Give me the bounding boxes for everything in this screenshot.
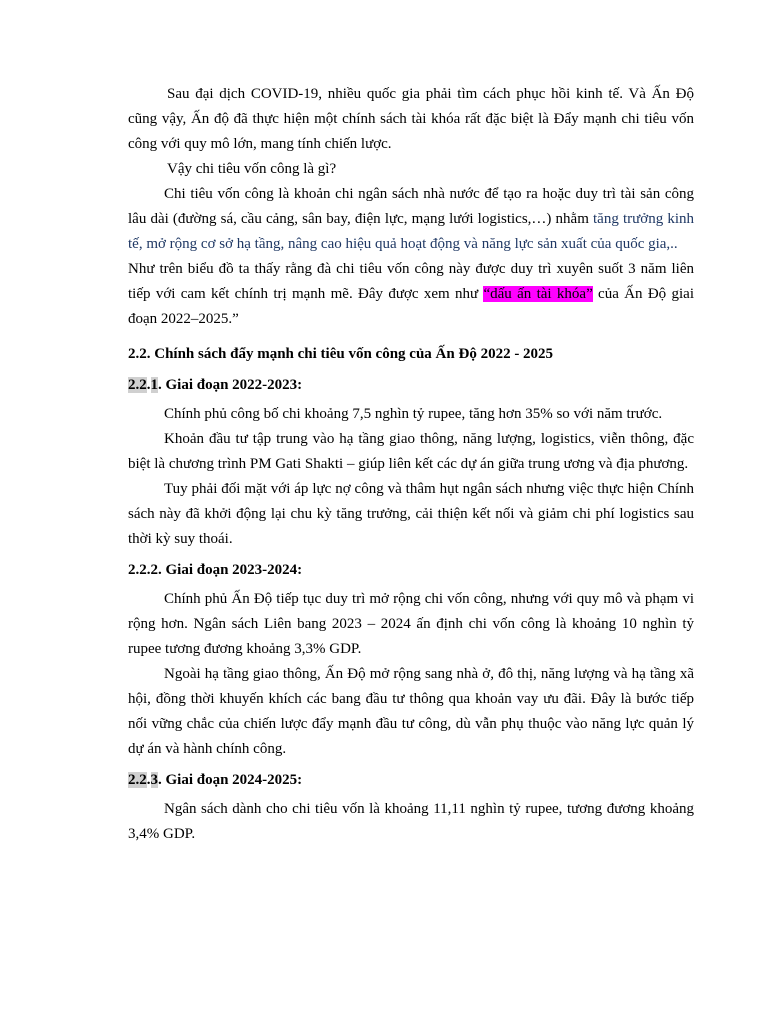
subsection-number-part: 2.2: [128, 772, 147, 788]
subsection-number-dot: .: [146, 772, 151, 788]
commentary-text-before: Như trên biểu đồ ta thấy rằng đà chi tiêu vốn công này được duy trì xuyên suốt 3 năm liên tiếp với cam kết chính trị mạnh mẽ. Đây được xem như: [128, 261, 694, 302]
commentary-text-after: của Ấn Độ giai đoạn 2022–2025.”: [128, 286, 694, 327]
chart-commentary-paragraph: [128, 257, 694, 332]
sub1-paragraph-1: Chính phủ công bố chi khoảng 7,5 nghìn tỷ rupee, tăng hơn 35% so với năm trước.: [164, 406, 663, 422]
intro-question: Vậy chi tiêu vốn công là gì?: [167, 161, 337, 177]
document-page: [128, 82, 694, 847]
definition-paragraph: [128, 182, 694, 257]
subsection-title: . Giai đoạn 2024-2025:: [158, 772, 303, 788]
sub3-paragraph-1: Ngân sách dành cho chi tiêu vốn là khoảng 11,11 nghìn tỷ rupee, tương đương khoảng 3,4% GDP.: [128, 801, 694, 842]
sub1-paragraph-3: Tuy phải đối mặt với áp lực nợ công và thâm hụt ngân sách nhưng việc thực hiện Chính sách này đã khởi động lại chu kỳ tăng trưởng, cải thiện kết nối và giảm chi phí logistics sau thời kỳ suy thoái.: [128, 481, 694, 547]
definition-goal-text: tăng trưởng kinh tế, mở rộng cơ sở hạ tầng, nâng cao hiệu quả hoạt động và năng lực sản xuất của quốc gia,..: [128, 211, 695, 252]
subsection-heading-3: [128, 768, 694, 793]
highlighted-phrase: “dấu ấn tài khóa”: [483, 286, 593, 302]
subsection-title: . Giai đoạn 2022-2023:: [158, 377, 303, 393]
intro-paragraph-1: Sau đại dịch COVID-19, nhiều quốc gia phải tìm cách phục hồi kinh tế. Và Ấn Độ cũng vậy, Ấn độ đã thực hiện một chính sách tài khóa rất đặc biệt là Đẩy mạnh chi tiêu vốn công với quy mô lớn, mang tính chiến lược.: [128, 86, 694, 152]
subsection-number-last: 1: [150, 377, 158, 393]
definition-text: Chi tiêu vốn công là khoản chi ngân sách nhà nước để tạo ra hoặc duy trì tài sản công lâu dài (đường sá, cầu cảng, sân bay, điện lực, mạng lưới logistics,…) nhằm: [128, 186, 694, 227]
section-heading: 2.2. Chính sách đẩy mạnh chi tiêu vốn công của Ấn Độ 2022 - 2025: [128, 346, 554, 362]
sub2-paragraph-1: Chính phủ Ấn Độ tiếp tục duy trì mở rộng chi vốn công, nhưng với quy mô và phạm vi rộng hơn. Ngân sách Liên bang 2023 – 2024 ấn định chi vốn công là khoảng 10 nghìn tỷ rupee tương đương khoảng 3,3% GDP.: [128, 591, 694, 657]
subsection-number-last: 3: [150, 772, 158, 788]
subsection-heading-2: 2.2.2. Giai đoạn 2023-2024:: [128, 562, 303, 578]
sub1-paragraph-2: Khoản đầu tư tập trung vào hạ tầng giao thông, năng lượng, logistics, viễn thông, đặc biệt là chương trình PM Gati Shakti – giúp liên kết các dự án giữa trung ương và địa phương.: [128, 431, 694, 472]
subsection-number-dot: .: [146, 377, 151, 393]
subsection-heading-1: [128, 373, 694, 398]
subsection-number-part: 2.2: [128, 377, 147, 393]
sub2-paragraph-2: Ngoài hạ tầng giao thông, Ấn Độ mở rộng sang nhà ở, đô thị, năng lượng và hạ tầng xã hội, đồng thời khuyến khích các bang đầu tư thông qua khoản vay ưu đãi. Đây là bước tiếp nối vững chắc của chiến lược đẩy mạnh đầu tư công, dù vẫn phụ thuộc vào năng lực quản lý dự án và hành chính công.: [128, 666, 694, 757]
